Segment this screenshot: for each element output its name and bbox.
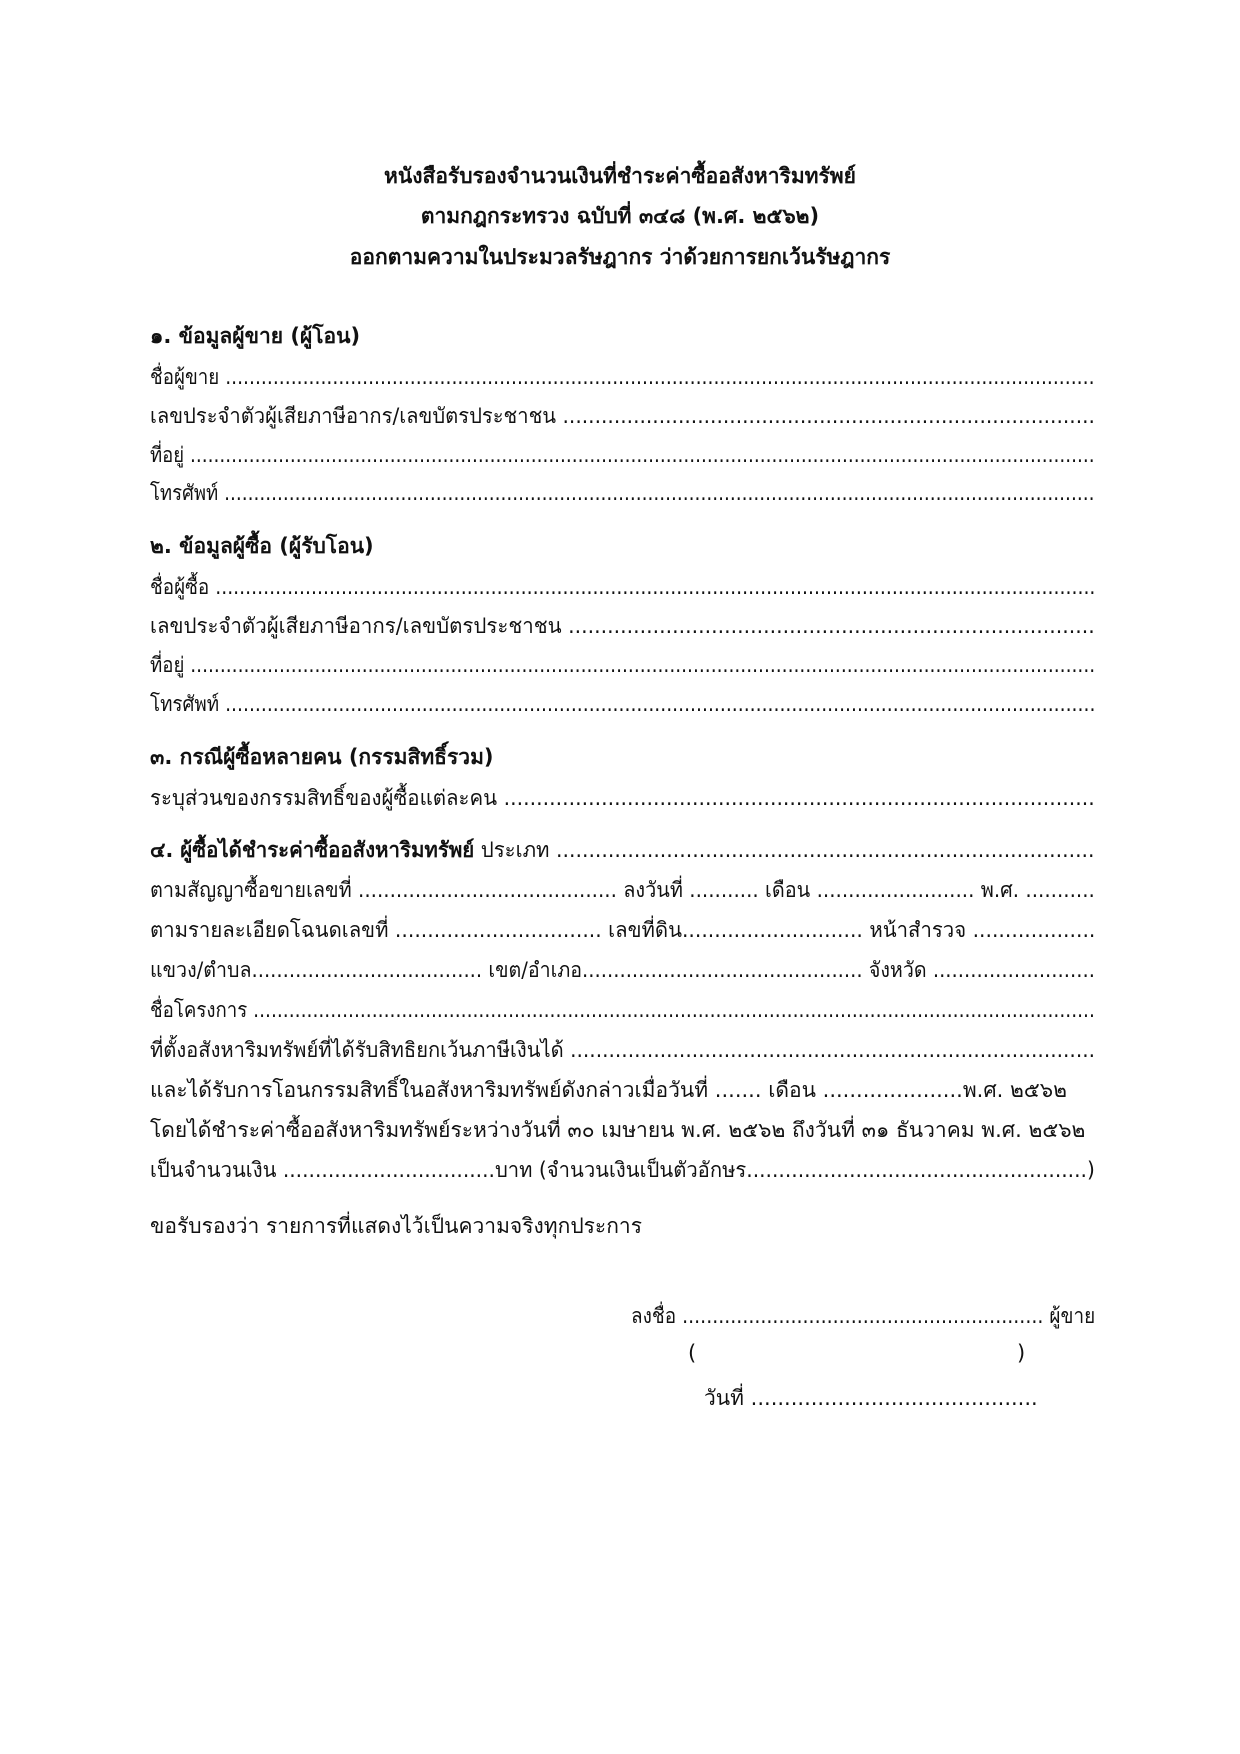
payment-period-text: โดยได้ชำระค่าซื้ออสังหาริมทรัพย์ระหว่างวันที่ ๓๐ เมษายน พ.ศ. ๒๕๖๒ ถึงวันที่ ๓๑ ธันวาคม พ.ศ. ๒๕๖๒: [150, 1118, 1086, 1142]
property-location-field[interactable]: ที่ตั้งอสังหาริมทรัพย์ที่ได้รับสิทธิยกเว้นภาษีเงินได้ ..................................................................................: [150, 1038, 1096, 1062]
district-province-field[interactable]: แขวง/ตำบล..................................... เขต/อำเภอ............................................. จังหวัด ..........................: [150, 958, 1095, 982]
seller-phone-field[interactable]: โทรศัพท์ ....................................................................................................................................................: [150, 481, 1095, 505]
buyer-name-field[interactable]: ชื่อผู้ซื้อ ...................................................................................................................................................: [150, 575, 1096, 599]
document-title-line-1: หนังสือรับรองจำนวนเงินที่ชำระค่าซื้ออสังหาริมทรัพย์: [384, 164, 856, 188]
project-name-field[interactable]: ชื่อโครงการ ..............................................................................................................................................: [150, 998, 1095, 1022]
seller-address-field[interactable]: ที่อยู่ ..........................................................................................................................................................: [150, 443, 1095, 467]
section-4-heading-row: [150, 834, 1095, 867]
buyer-address-field[interactable]: ที่อยู่ .........................................................................................................................................................: [150, 653, 1096, 677]
document-title-line-3: ออกตามความในประมวลรัษฎากร ว่าด้วยการยกเว้นรัษฎากร: [349, 245, 891, 269]
buyer-phone-field[interactable]: โทรศัพท์ ..................................................................................................................................................: [150, 692, 1096, 716]
buyer-tax-id-field[interactable]: เลขประจำตัวผู้เสียภาษีอากร/เลขบัตรประชาชน .................................................................................: [150, 614, 1095, 638]
name-paren-close: ): [1017, 1341, 1026, 1365]
section-4-heading: ๔. ผู้ซื้อได้ชำระค่าซื้ออสังหาริมทรัพย์: [150, 838, 475, 862]
name-paren-open: (: [688, 1341, 697, 1365]
seller-tax-id-field[interactable]: เลขประจำตัวผู้เสียภาษีอากร/เลขบัตรประชาชน ...................................................................................: [150, 404, 1095, 428]
seller-name-field[interactable]: ชื่อผู้ขาย ..................................................................................................................................................: [150, 365, 1095, 389]
document-title-line-2: ตามกฎกระทรวง ฉบับที่ ๓๔๘ (พ.ศ. ๒๕๖๒): [420, 204, 820, 228]
signature-line[interactable]: ลงชื่อ ............................................................ ผู้ขาย: [631, 1304, 1096, 1328]
signature-date-line[interactable]: วันที่ ...........................................: [704, 1386, 1038, 1410]
contract-field[interactable]: ตามสัญญาซื้อขายเลขที่ ......................................... ลงวันที่ ........... เดือน ......................... พ.ศ. ...........: [150, 878, 1095, 902]
certification-statement: ขอรับรองว่า รายการที่แสดงไว้เป็นความจริงทุกประการ: [150, 1214, 642, 1238]
section-1-heading: ๑. ข้อมูลผู้ขาย (ผู้โอน): [150, 324, 361, 348]
section-2-heading: ๒. ข้อมูลผู้ซื้อ (ผู้รับโอน): [150, 534, 374, 558]
property-type-field[interactable]: ประเภท ...................................................................................: [480, 838, 1095, 862]
title-deed-field[interactable]: ตามรายละเอียดโฉนดเลขที่ ................................ เลขที่ดิน............................ หน้าสำรวจ ...................: [150, 918, 1096, 942]
transfer-date-field[interactable]: และได้รับการโอนกรรมสิทธิ์ในอสังหาริมทรัพย์ดังกล่าวเมื่อวันที่ ....... เดือน .....................พ.ศ. ๒๕๖๒: [150, 1078, 1067, 1102]
section-3-heading: ๓. กรณีผู้ซื้อหลายคน (กรรมสิทธิ์รวม): [150, 745, 494, 769]
amount-field[interactable]: เป็นจำนวนเงิน .................................บาท (จำนวนเงินเป็นตัวอักษร.....................................................): [150, 1158, 1095, 1182]
ownership-share-field[interactable]: ระบุส่วนของกรรมสิทธิ์ของผู้ซื้อแต่ละคน ...........................................................................................: [150, 786, 1095, 810]
